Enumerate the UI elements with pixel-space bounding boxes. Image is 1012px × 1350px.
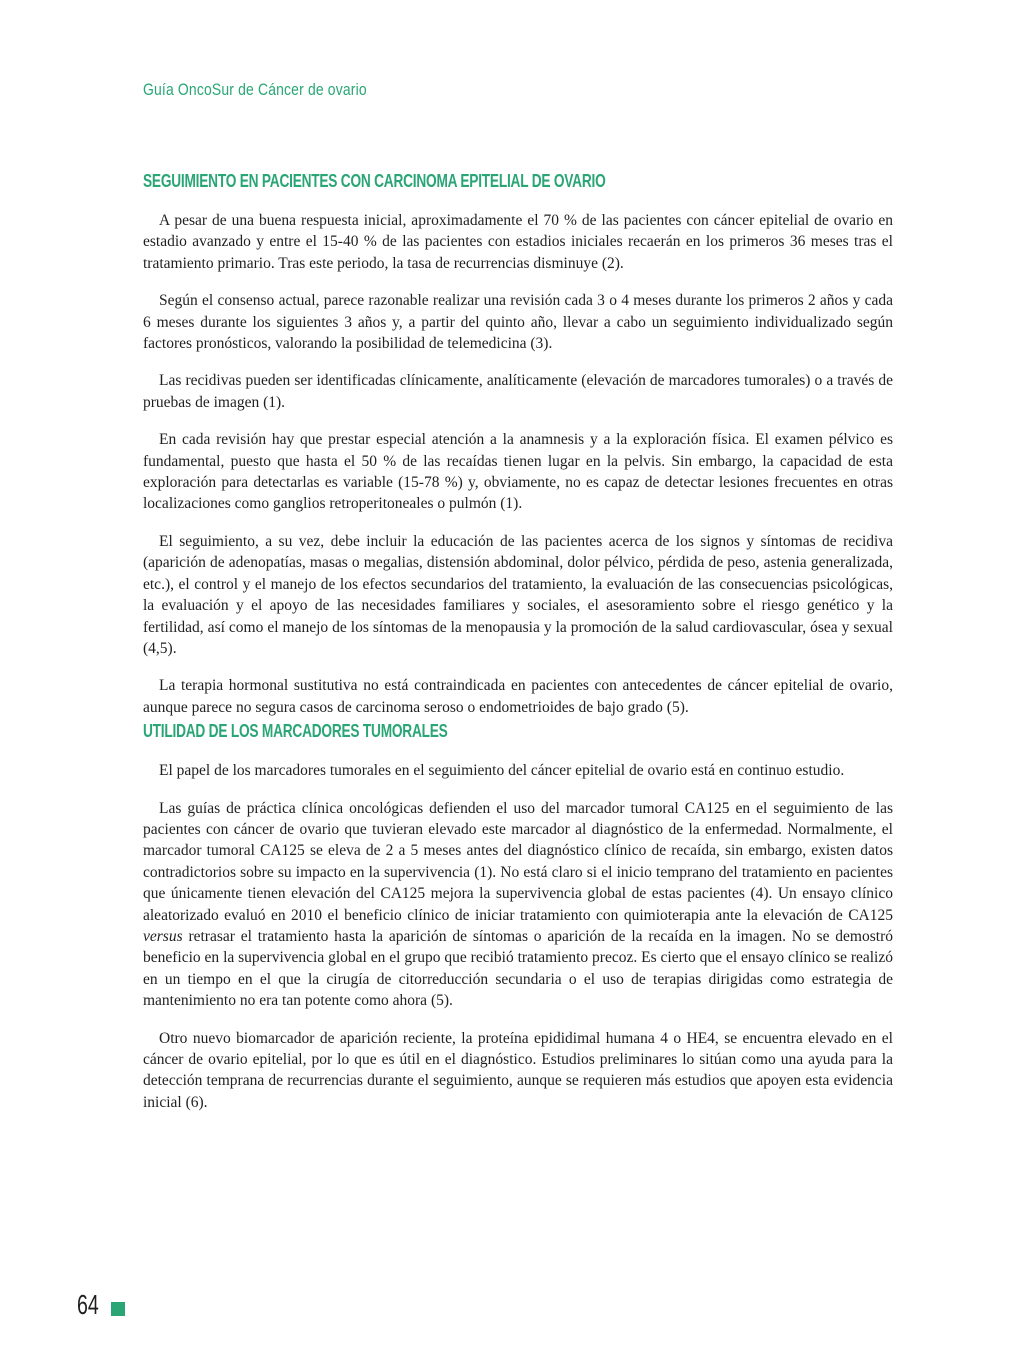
page-number: 64: [77, 1289, 99, 1320]
italic-term: versus: [143, 927, 183, 945]
paragraph-ca125: [143, 798, 893, 1012]
paragraph-text: Las guías de práctica clínica oncológicas defienden el uso del marcador tumoral CA125 en el seguimiento de las pacientes con cáncer de ovario que tuvieran elevado este marcador al diagnóstico de la enfermedad. Normalmente, el marcador tumoral CA125 se eleva de 2 a 5 meses antes del diagnóstico clínico de recaída, sin embargo, existen datos contradictorios sobre su impacto en la supervivencia (1). No está claro si el inicio temprano del tratamiento en pacientes que únicamente tienen elevación del CA125 mejora la supervivencia global de estas pacientes (4). Un ensayo clínico aleatorizado evaluó en 2010 el beneficio clínico de iniciar tratamiento con quimioterapia ante la elevación de CA125: [143, 799, 893, 924]
paragraph: A pesar de una buena respuesta inicial, aproximadamente el 70 % de las pacientes con cáncer epitelial de ovario en estadio avanzado y entre el 15-40 % de las pacientes con estadios iniciales recaerán en los primeros 36 meses tras el tratamiento primario. Tras este periodo, la tasa de recurrencias disminuye (2).: [143, 212, 893, 272]
running-header: Guía OncoSur de Cáncer de ovario: [143, 80, 367, 99]
section-heading: UTILIDAD DE LOS MARCADORES TUMORALES: [143, 720, 448, 742]
paragraph: El seguimiento, a su vez, debe incluir la educación de las pacientes acerca de los signos y síntomas de recidiva (aparición de adenopatías, masas o megalias, distensión abdominal, dolor pélvico, pérdida de peso, astenia generalizada, etc.), el control y el manejo de los efectos secundarios del tratamiento, la evaluación de las consecuencias psicológicas, la evaluación y el apoyo de las necesidades familiares y sociales, el asesoramiento sobre el riesgo genético y la fertilidad, así como el manejo de los síntomas de la menopausia y la promoción de la salud cardiovascular, ósea y sexual (4,5).: [143, 532, 893, 657]
section-marcadores: [143, 718, 893, 1113]
paragraph: Otro nuevo biomarcador de aparición reciente, la proteína epididimal humana 4 o HE4, se encuentra elevado en el cáncer de ovario epitelial, por lo que es útil en el diagnóstico. Estudios preliminares lo sitúan como una ayuda para la detección temprana de recurrencias durante el seguimiento, aunque se requieren más estudios que apoyen esta evidencia inicial (6).: [143, 1029, 893, 1111]
paragraph: En cada revisión hay que prestar especial atención a la anamnesis y a la exploración física. El examen pélvico es fundamental, puesto que hasta el 50 % de las recaídas tienen lugar en la pelvis. Sin embargo, la capacidad de esta exploración para detectarlas es variable (15-78 %) y, obviamente, no es capaz de detectar lesiones frecuentes en otras localizaciones como ganglios retroperitoneales o pulmón (1).: [143, 431, 893, 513]
square-marker-icon: [111, 1302, 125, 1316]
page-content: [143, 168, 893, 1113]
section-seguimiento: [143, 168, 893, 718]
paragraph: El papel de los marcadores tumorales en el seguimiento del cáncer epitelial de ovario está en continuo estudio.: [159, 762, 845, 780]
paragraph: Según el consenso actual, parece razonable realizar una revisión cada 3 o 4 meses durante los primeros 2 años y cada 6 meses durante los siguientes 3 años y, a partir del quinto año, llevar a cabo un seguimiento individualizado según factores pronósticos, valorando la posibilidad de telemedicina (3).: [143, 292, 893, 353]
section-heading: SEGUIMIENTO EN PACIENTES CON CARCINOMA EPITELIAL DE OVARIO: [143, 170, 606, 191]
page-footer: [77, 1288, 125, 1322]
paragraph: La terapia hormonal sustitutiva no está contraindicada en pacientes con antecedentes de cáncer epitelial de ovario, aunque parece no segura casos de carcinoma seroso o endometrioides de bajo grado (5).: [143, 677, 893, 716]
paragraph-text: retrasar el tratamiento hasta la aparición de síntomas o aparición de la recaída en la imagen. No se demostró beneficio en la supervivencia global en el grupo que recibió tratamiento precoz. Es cierto que el ensayo clínico se realizó en un tiempo en el que la cirugía de citorreducción secundaria o el uso de terapias dirigidas como estrategia de mantenimiento no era tan potente como ahora (5).: [143, 927, 893, 1010]
paragraph: Las recidivas pueden ser identificadas clínicamente, analíticamente (elevación de marcadores tumorales) o a través de pruebas de imagen (1).: [143, 372, 893, 411]
